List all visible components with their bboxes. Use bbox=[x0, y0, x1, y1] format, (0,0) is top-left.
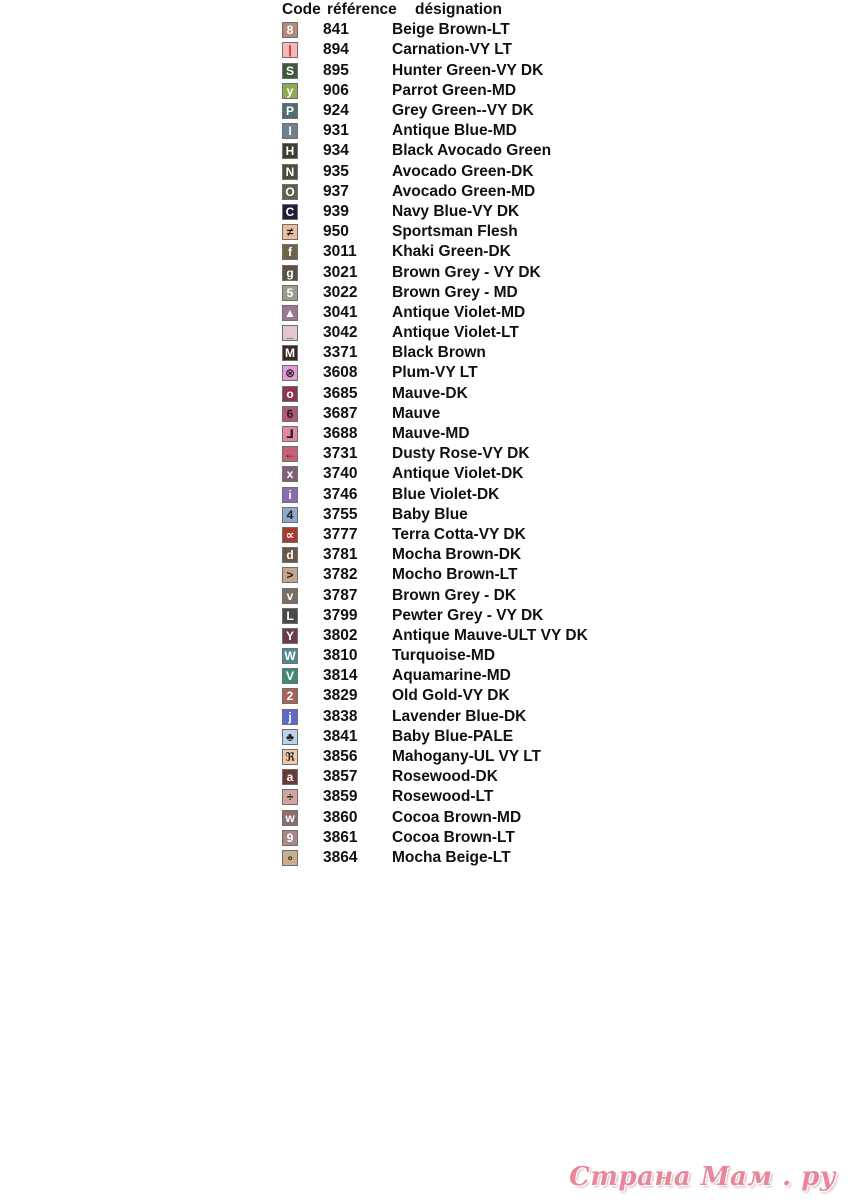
thread-designation: Mocha Beige-LT bbox=[392, 848, 511, 866]
legend-row bbox=[282, 61, 588, 81]
legend-row bbox=[282, 727, 588, 747]
thread-reference: 3731 bbox=[323, 445, 358, 463]
legend-row bbox=[282, 464, 588, 484]
thread-designation: Baby Blue bbox=[392, 505, 468, 523]
legend-row bbox=[282, 202, 588, 222]
thread-designation: Mocho Brown-LT bbox=[392, 566, 518, 584]
thread-reference: 950 bbox=[323, 223, 349, 241]
thread-designation: Avocado Green-MD bbox=[392, 182, 536, 200]
color-swatch-symbol: ℜ bbox=[282, 749, 298, 765]
legend-row bbox=[282, 585, 588, 605]
thread-reference: 939 bbox=[323, 202, 349, 220]
legend-row bbox=[282, 848, 588, 868]
legend-row bbox=[282, 262, 588, 282]
thread-reference: 924 bbox=[323, 102, 349, 120]
thread-designation: Old Gold-VY DK bbox=[392, 687, 510, 705]
thread-reference: 3860 bbox=[323, 808, 358, 826]
legend-row bbox=[282, 787, 588, 807]
thread-reference: 934 bbox=[323, 142, 349, 160]
thread-designation: Rosewood-LT bbox=[392, 788, 494, 806]
thread-designation: Rosewood-DK bbox=[392, 768, 498, 786]
legend-rows bbox=[282, 20, 588, 868]
thread-designation: Grey Green--VY DK bbox=[392, 102, 534, 120]
legend-row bbox=[282, 505, 588, 525]
color-swatch-symbol: v bbox=[282, 588, 298, 604]
thread-designation: Antique Violet-LT bbox=[392, 324, 519, 342]
thread-reference: 3838 bbox=[323, 707, 358, 725]
legend-row bbox=[282, 343, 588, 363]
color-swatch-symbol: P bbox=[282, 103, 298, 119]
color-swatch-symbol: > bbox=[282, 567, 298, 583]
thread-designation: Antique Violet-DK bbox=[392, 465, 524, 483]
thread-reference: 3864 bbox=[323, 848, 358, 866]
thread-reference: 931 bbox=[323, 122, 349, 140]
color-swatch-symbol: ÷ bbox=[282, 789, 298, 805]
legend-row bbox=[282, 686, 588, 706]
thread-designation: Blue Violet-DK bbox=[392, 485, 500, 503]
thread-reference: 3688 bbox=[323, 425, 358, 443]
color-swatch-symbol: ⅃ bbox=[282, 426, 298, 442]
thread-designation: Brown Grey - MD bbox=[392, 283, 518, 301]
header-code: Code bbox=[282, 1, 321, 18]
legend-row bbox=[282, 626, 588, 646]
legend-row bbox=[282, 404, 588, 424]
color-swatch-symbol: O bbox=[282, 184, 298, 200]
thread-designation: Carnation-VY LT bbox=[392, 41, 512, 59]
thread-reference: 3810 bbox=[323, 647, 358, 665]
thread-designation: Mahogany-UL VY LT bbox=[392, 748, 541, 766]
thread-reference: 3787 bbox=[323, 586, 358, 604]
thread-designation: Lavender Blue-DK bbox=[392, 707, 527, 725]
thread-designation: Baby Blue-PALE bbox=[392, 727, 514, 745]
color-swatch-symbol: i bbox=[282, 487, 298, 503]
thread-designation: Antique Blue-MD bbox=[392, 122, 517, 140]
color-swatch-symbol: j bbox=[282, 709, 298, 725]
legend-row bbox=[282, 808, 588, 828]
thread-reference: 3781 bbox=[323, 546, 358, 564]
color-swatch-symbol: 2 bbox=[282, 688, 298, 704]
thread-reference: 895 bbox=[323, 61, 349, 79]
thread-reference: 3608 bbox=[323, 364, 358, 382]
thread-reference: 3799 bbox=[323, 606, 358, 624]
color-swatch-symbol: f bbox=[282, 244, 298, 260]
color-swatch-symbol: x bbox=[282, 466, 298, 482]
thread-designation: Pewter Grey - VY DK bbox=[392, 606, 544, 624]
color-swatch-symbol: ⊗ bbox=[282, 365, 298, 381]
thread-designation: Mauve-MD bbox=[392, 425, 470, 443]
legend-row bbox=[282, 81, 588, 101]
thread-designation: Black Avocado Green bbox=[392, 142, 552, 160]
thread-reference: 3041 bbox=[323, 303, 358, 321]
legend-row bbox=[282, 303, 588, 323]
thread-designation: Plum-VY LT bbox=[392, 364, 478, 382]
color-swatch-symbol: ∝ bbox=[282, 527, 298, 543]
thread-designation: Black Brown bbox=[392, 344, 486, 362]
color-swatch-symbol: C bbox=[282, 204, 298, 220]
legend-row bbox=[282, 40, 588, 60]
thread-reference: 906 bbox=[323, 81, 349, 99]
legend-row bbox=[282, 121, 588, 141]
color-swatch-symbol: ∘ bbox=[282, 850, 298, 866]
thread-reference: 3841 bbox=[323, 727, 358, 745]
legend-row bbox=[282, 101, 588, 121]
color-swatch-symbol: W bbox=[282, 648, 298, 664]
legend-row bbox=[282, 525, 588, 545]
color-swatch-symbol: _ bbox=[282, 325, 298, 341]
thread-designation: Navy Blue-VY DK bbox=[392, 202, 520, 220]
thread-reference: 3802 bbox=[323, 626, 358, 644]
legend-row bbox=[282, 707, 588, 727]
legend-row bbox=[282, 323, 588, 343]
thread-legend bbox=[282, 0, 588, 866]
thread-reference: 3861 bbox=[323, 828, 358, 846]
color-swatch-symbol: ▲ bbox=[282, 305, 298, 321]
thread-reference: 935 bbox=[323, 162, 349, 180]
color-swatch-symbol: Y bbox=[282, 628, 298, 644]
thread-designation: Aquamarine-MD bbox=[392, 667, 511, 685]
legend-row bbox=[282, 545, 588, 565]
legend-row bbox=[282, 565, 588, 585]
color-swatch-symbol: 4 bbox=[282, 507, 298, 523]
legend-row bbox=[282, 666, 588, 686]
thread-reference: 3755 bbox=[323, 505, 358, 523]
color-swatch-symbol: 5 bbox=[282, 285, 298, 301]
thread-designation: Brown Grey - VY DK bbox=[392, 263, 541, 281]
color-swatch-symbol: w bbox=[282, 810, 298, 826]
thread-designation: Turquoise-MD bbox=[392, 647, 496, 665]
legend-row bbox=[282, 424, 588, 444]
color-swatch-symbol: M bbox=[282, 345, 298, 361]
thread-reference: 3687 bbox=[323, 404, 358, 422]
color-swatch-symbol: 9 bbox=[282, 830, 298, 846]
legend-row bbox=[282, 162, 588, 182]
thread-designation: Cocoa Brown-MD bbox=[392, 808, 522, 826]
color-swatch-symbol: ♣ bbox=[282, 729, 298, 745]
thread-reference: 3777 bbox=[323, 525, 358, 543]
thread-designation: Antique Mauve-ULT VY DK bbox=[392, 626, 588, 644]
color-swatch-symbol: S bbox=[282, 63, 298, 79]
legend-row bbox=[282, 485, 588, 505]
legend-row bbox=[282, 444, 588, 464]
thread-designation: Sportsman Flesh bbox=[392, 223, 518, 241]
thread-designation: Antique Violet-MD bbox=[392, 303, 526, 321]
thread-reference: 3814 bbox=[323, 667, 358, 685]
thread-designation: Brown Grey - DK bbox=[392, 586, 517, 604]
thread-reference: 3021 bbox=[323, 263, 358, 281]
thread-designation: Beige Brown-LT bbox=[392, 21, 510, 39]
legend-row bbox=[282, 646, 588, 666]
thread-designation: Khaki Green-DK bbox=[392, 243, 511, 261]
thread-reference: 841 bbox=[323, 21, 349, 39]
color-swatch-symbol: y bbox=[282, 83, 298, 99]
thread-designation: Mocha Brown-DK bbox=[392, 546, 522, 564]
color-swatch-symbol: I bbox=[282, 123, 298, 139]
legend-row bbox=[282, 141, 588, 161]
thread-reference: 3856 bbox=[323, 748, 358, 766]
legend-row bbox=[282, 828, 588, 848]
legend-row bbox=[282, 606, 588, 626]
color-swatch-symbol: N bbox=[282, 164, 298, 180]
thread-reference: 3685 bbox=[323, 384, 358, 402]
thread-designation: Avocado Green-DK bbox=[392, 162, 534, 180]
thread-reference: 3782 bbox=[323, 566, 358, 584]
color-swatch-symbol: d bbox=[282, 547, 298, 563]
header-reference: référence bbox=[327, 1, 397, 18]
legend-row bbox=[282, 242, 588, 262]
thread-reference: 3829 bbox=[323, 687, 358, 705]
color-swatch-symbol: o bbox=[282, 386, 298, 402]
thread-reference: 3857 bbox=[323, 768, 358, 786]
thread-designation: Cocoa Brown-LT bbox=[392, 828, 515, 846]
color-swatch-symbol: | bbox=[282, 42, 298, 58]
legend-row bbox=[282, 283, 588, 303]
thread-reference: 3859 bbox=[323, 788, 358, 806]
legend-header bbox=[282, 0, 502, 20]
color-swatch-symbol: V bbox=[282, 668, 298, 684]
color-swatch-symbol: L bbox=[282, 608, 298, 624]
thread-designation: Dusty Rose-VY DK bbox=[392, 445, 530, 463]
color-swatch-symbol: ≠ bbox=[282, 224, 298, 240]
thread-designation: Mauve bbox=[392, 404, 441, 422]
color-swatch-symbol: ← bbox=[284, 447, 296, 462]
thread-designation: Hunter Green-VY DK bbox=[392, 61, 544, 79]
header-designation: désignation bbox=[415, 1, 502, 18]
color-swatch-symbol: a bbox=[282, 769, 298, 785]
legend-row bbox=[282, 767, 588, 787]
legend-row bbox=[282, 20, 588, 40]
thread-designation: Parrot Green-MD bbox=[392, 81, 517, 99]
legend-row bbox=[282, 747, 588, 767]
legend-row bbox=[282, 384, 588, 404]
thread-reference: 3042 bbox=[323, 324, 358, 342]
legend-row bbox=[282, 222, 588, 242]
thread-reference: 3740 bbox=[323, 465, 358, 483]
watermark-logo: Страна Мам . ру bbox=[569, 1162, 836, 1192]
legend-row bbox=[282, 363, 588, 383]
thread-designation: Mauve-DK bbox=[392, 384, 468, 402]
color-swatch-symbol: 6 bbox=[282, 406, 298, 422]
thread-reference: 3746 bbox=[323, 485, 358, 503]
legend-row bbox=[282, 182, 588, 202]
thread-reference: 3011 bbox=[323, 243, 357, 261]
thread-reference: 3022 bbox=[323, 283, 358, 301]
thread-reference: 3371 bbox=[323, 344, 358, 362]
color-swatch-symbol: 8 bbox=[282, 22, 298, 38]
color-swatch-symbol: H bbox=[282, 143, 298, 159]
thread-designation: Terra Cotta-VY DK bbox=[392, 525, 526, 543]
thread-reference: 937 bbox=[323, 182, 349, 200]
color-swatch-symbol: g bbox=[282, 265, 298, 281]
thread-reference: 894 bbox=[323, 41, 349, 59]
